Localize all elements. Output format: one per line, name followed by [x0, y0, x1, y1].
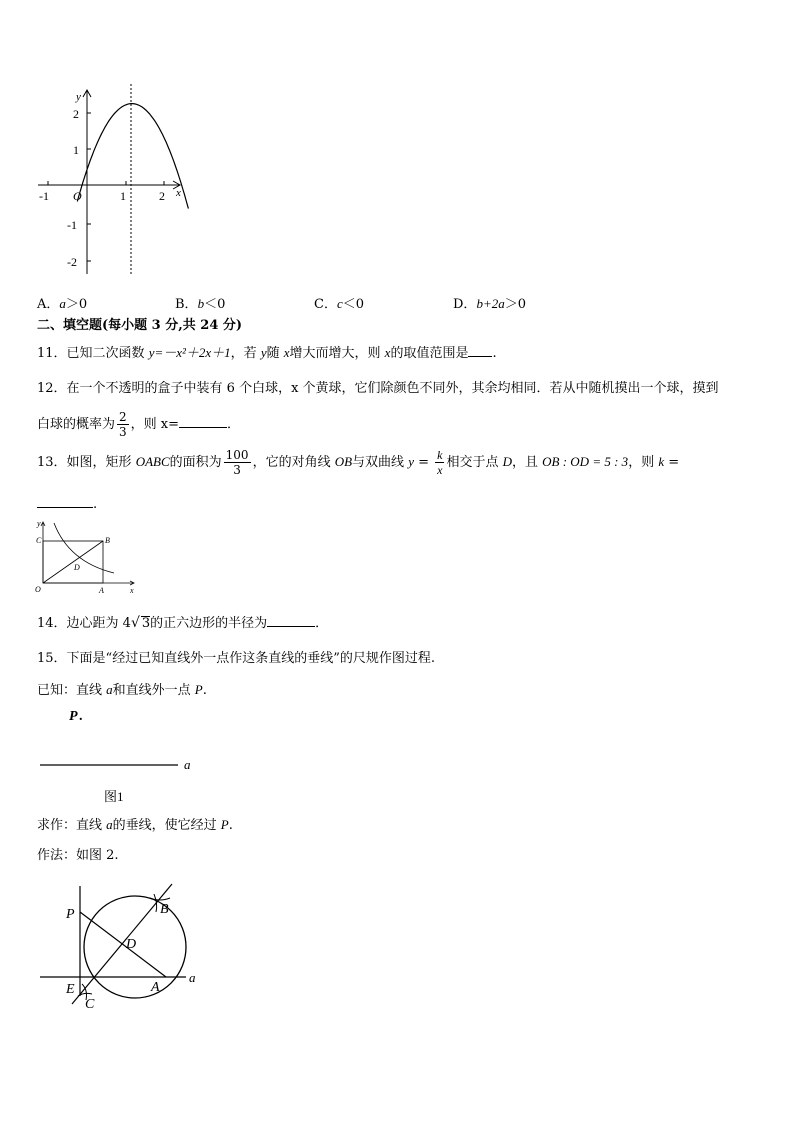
method-statement: 作法：如图 2.: [37, 848, 119, 863]
svg-text:a: a: [184, 757, 191, 772]
tick-x-2: 2: [159, 189, 165, 203]
tick-y-neg2: -2: [67, 255, 77, 269]
section-title: 二、填空题(每小题 3 分,共 24 分): [37, 318, 243, 333]
option-c[interactable]: C．c＜0: [314, 296, 365, 312]
parabola-graph: [30, 84, 200, 278]
task-statement: 求作：直线 a的垂线，使它经过 P.: [37, 817, 233, 833]
tick-y-1: 1: [73, 143, 79, 157]
tick-y-2: 2: [73, 107, 79, 121]
option-a[interactable]: A．a＞0: [37, 296, 88, 312]
diagonal-ob: [43, 541, 103, 583]
tick-y-neg1: -1: [67, 218, 77, 232]
answer-blank-13[interactable]: [37, 495, 93, 508]
svg-text:C: C: [36, 536, 42, 545]
hyperbola-curve: [54, 523, 114, 573]
question-14: 14．边心距为 4√ 3的正六边形的半径为 ．: [37, 615, 329, 631]
answer-blank-12[interactable]: [179, 415, 227, 428]
point-p: P: [66, 907, 75, 922]
point-d: D: [126, 937, 137, 952]
figure-1: [36, 702, 206, 812]
question-15: 15．下面是“经过已知直线外一点作这条直线的垂线”的尺规作图过程.: [37, 651, 435, 666]
tick-x-1: 1: [120, 189, 126, 203]
svg-text:y: y: [37, 519, 41, 528]
svg-text:A: A: [99, 586, 104, 595]
answer-blank-14[interactable]: [267, 614, 315, 627]
x-label: x: [176, 187, 181, 199]
point-p-label: P: [69, 709, 78, 724]
svg-text:x: x: [130, 586, 134, 595]
svg-text:D: D: [74, 563, 80, 572]
question-13-line2: .: [37, 495, 97, 513]
point-c: C: [85, 997, 95, 1012]
question-11: 11．已知二次函数 y=－x²＋2x＋1，若 y随 x增大而增大，则 x的取值范围是 .: [37, 345, 497, 361]
figure-2-construction: [36, 878, 216, 1028]
segment-pa: [80, 912, 166, 977]
figure-1-caption: 图1: [104, 789, 124, 804]
origin-label: O: [73, 189, 82, 203]
option-d[interactable]: D．b+2a＞0: [453, 296, 526, 312]
svg-text:.: .: [79, 709, 83, 724]
point-e: E: [66, 982, 75, 997]
given-statement: 已知：直线 a和直线外一点 P.: [37, 682, 207, 698]
svg-text:B: B: [105, 536, 110, 545]
fraction-2-3: $\frac{2}{3}$: [119, 410, 127, 439]
y-label: y: [76, 91, 81, 103]
svg-text:O: O: [35, 585, 41, 594]
rectangle-hyperbola-figure: [34, 517, 138, 597]
parabola-curve: [77, 104, 188, 209]
answer-blank-11[interactable]: [468, 344, 492, 357]
question-12-line2: 白球的概率为 $\frac{2}{3}$ ，则 x= ．: [37, 410, 241, 439]
question-12-line1: 12．在一个不透明的盒子中装有 6 个白球，x 个黄球，它们除颜色不同外，其余均相同．若从中随机摸出一个球，摸到: [37, 381, 719, 396]
option-b[interactable]: B．b＜0: [175, 296, 226, 312]
point-b: B: [160, 902, 169, 917]
tick-x-neg1: -1: [39, 189, 49, 203]
question-13: 13．如图，矩形 OABC的面积为 $\frac{100}{3}$ ，它的对角线 OB与双曲线 y = $\frac{k}{x}$ 相交于点 D，且 OB : OD = 5 : 3，则 k =: [37, 448, 680, 477]
svg-text:a: a: [189, 970, 196, 985]
point-a: A: [151, 980, 160, 995]
